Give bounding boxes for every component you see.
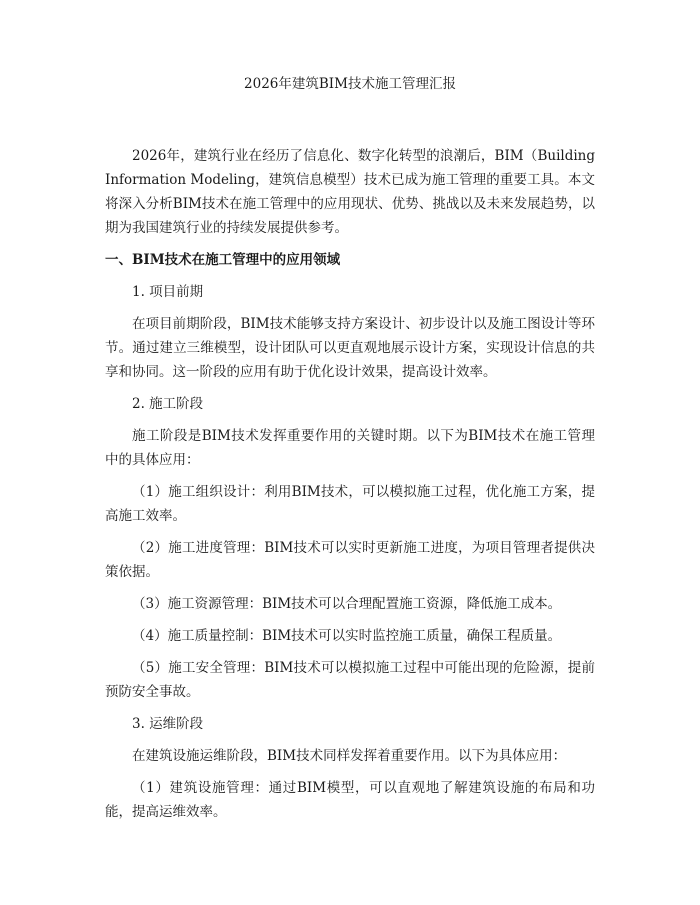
list-item-facility-management: （1）建筑设施管理：通过BIM模型，可以直观地了解建筑设施的布局和功能，提高运维效率。 bbox=[105, 780, 595, 820]
paragraph-operation-stage: 在建筑设施运维阶段，BIM技术同样发挥着重要作用。以下为具体应用： bbox=[132, 748, 567, 764]
list-item-quality-control: （4）施工质量控制：BIM技术可以实时监控施工质量，确保工程质量。 bbox=[132, 628, 562, 644]
document-title: 2026年建筑BIM技术施工管理汇报 bbox=[244, 76, 456, 92]
subheading-project-early-stage: 1. 项目前期 bbox=[132, 284, 204, 300]
intro-paragraph: 2026年，建筑行业在经历了信息化、数字化转型的浪潮后，BIM（Building Information Modeling，建筑信息模型）技术已成为施工管理的重要工具。本文将深入分析BIM技术在施工管理中的应用现状、优势、挑战以及未来发展趋势，以期为我国建筑行业的持续发展提供参考。 bbox=[105, 148, 595, 236]
list-item-construction-organization: （1）施工组织设计：利用BIM技术，可以模拟施工过程，优化施工方案，提高施工效率。 bbox=[105, 484, 595, 524]
list-item-resource-management: （3）施工资源管理：BIM技术可以合理配置施工资源，降低施工成本。 bbox=[132, 596, 562, 612]
paragraph-project-early-stage: 在项目前期阶段，BIM技术能够支持方案设计、初步设计以及施工图设计等环节。通过建立三维模型，设计团队可以更直观地展示设计方案，实现设计信息的共享和协同。这一阶段的应用有助于优化设计效果，提高设计效率。 bbox=[105, 316, 595, 380]
list-item-safety-management: （5）施工安全管理：BIM技术可以模拟施工过程中可能出现的危险源，提前预防安全事故。 bbox=[105, 660, 595, 700]
document-body bbox=[105, 72, 595, 824]
subheading-construction-stage: 2. 施工阶段 bbox=[132, 396, 204, 412]
list-item-schedule-management: （2）施工进度管理：BIM技术可以实时更新施工进度，为项目管理者提供决策依据。 bbox=[105, 540, 595, 580]
paragraph-construction-stage: 施工阶段是BIM技术发挥重要作用的关键时期。以下为BIM技术在施工管理中的具体应用： bbox=[105, 428, 595, 468]
section-heading-application-areas: 一、BIM技术在施工管理中的应用领域 bbox=[105, 252, 341, 268]
subheading-operation-stage: 3. 运维阶段 bbox=[132, 716, 204, 732]
